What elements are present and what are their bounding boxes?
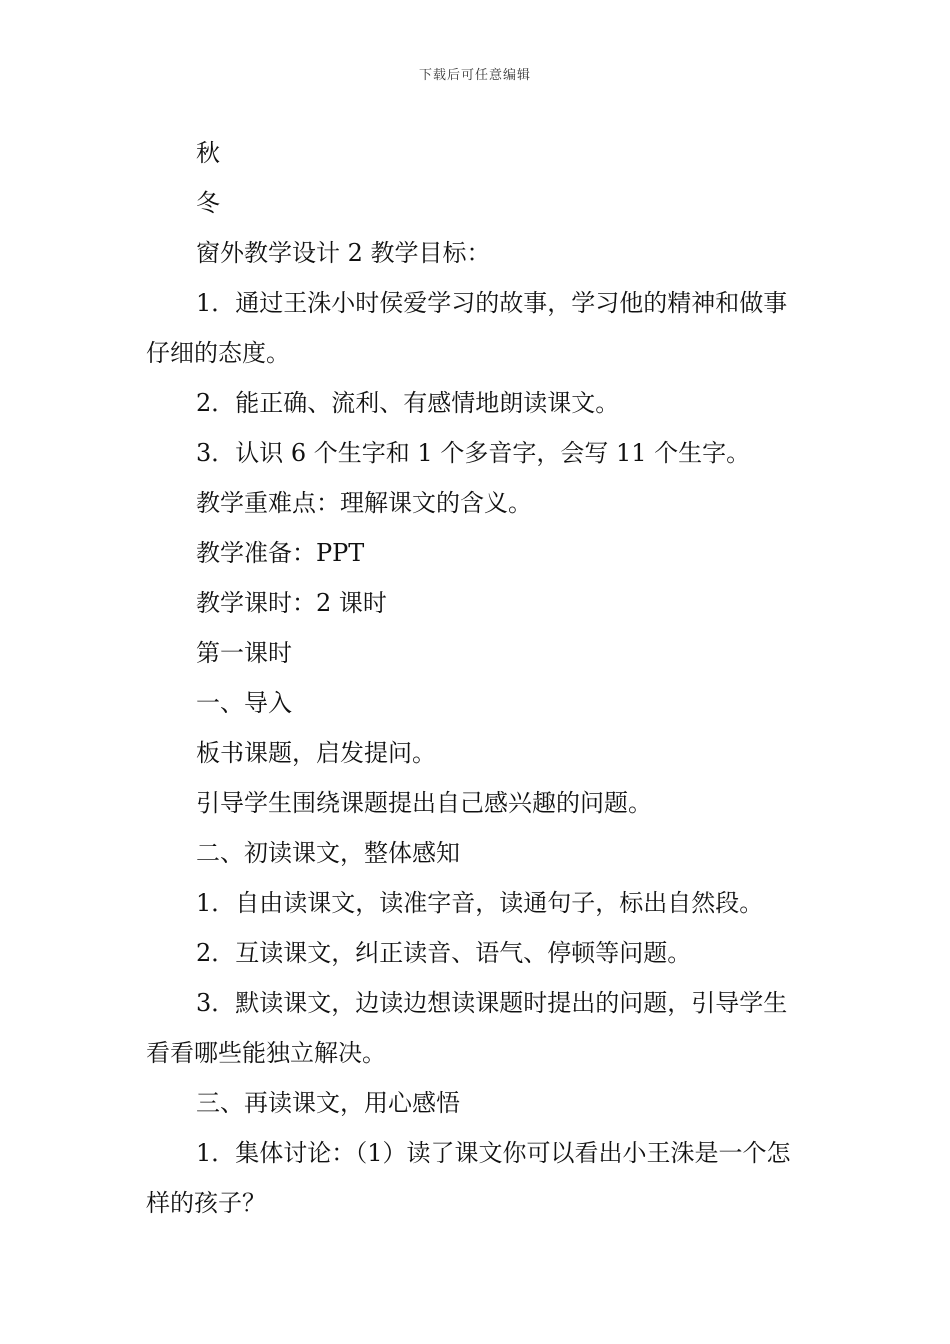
page-header: 下载后可任意编辑 [418, 68, 531, 83]
document-body [146, 128, 810, 1228]
paragraph: 三、再读课文，用心感悟 [196, 1089, 460, 1117]
paragraph: 窗外教学设计 2 教学目标： [196, 239, 491, 267]
paragraph: 2．互读课文，纠正读音、语气、停顿等问题。 [196, 939, 692, 967]
paragraph: 教学重难点：理解课文的含义。 [196, 489, 532, 517]
paragraph: 1．自由读课文，读准字音，读通句子，标出自然段。 [196, 889, 764, 917]
paragraph: 二、初读课文，整体感知 [196, 839, 460, 867]
paragraph: 1．集体讨论：（1）读了课文你可以看出小王洙是一个怎样的孩子？ [146, 1139, 791, 1217]
paragraph: 教学准备：PPT [196, 539, 365, 567]
paragraph: 3．默读课文，边读边想读课题时提出的问题，引导学生看看哪些能独立解决。 [146, 989, 788, 1067]
paragraph: 3．认识 6 个生字和 1 个多音字，会写 11 个生字。 [196, 439, 751, 467]
paragraph: 第一课时 [196, 639, 292, 667]
paragraph: 板书课题，启发提问。 [196, 739, 436, 767]
paragraph: 教学课时：2 课时 [196, 589, 387, 617]
paragraph: 2．能正确、流利、有感情地朗读课文。 [196, 389, 620, 417]
paragraph: 一、导入 [196, 689, 292, 717]
paragraph: 冬 [196, 189, 220, 217]
paragraph: 1．通过王洙小时侯爱学习的故事，学习他的精神和做事仔细的态度。 [146, 289, 788, 367]
paragraph: 秋 [196, 139, 220, 167]
paragraph: 引导学生围绕课题提出自己感兴趣的问题。 [196, 789, 652, 817]
